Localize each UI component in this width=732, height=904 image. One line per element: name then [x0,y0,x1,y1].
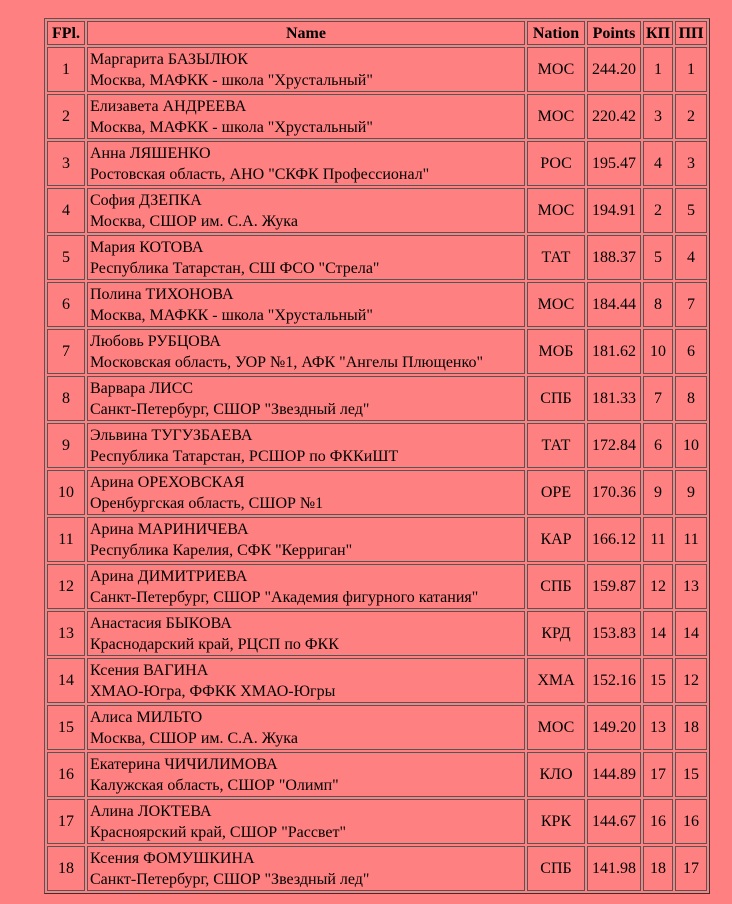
points-cell: 184.44 [587,282,641,327]
skater-cell [87,752,525,797]
header-points: Points [587,21,641,45]
nation-cell: МОС [527,705,585,750]
skater-cell [87,235,525,280]
points-cell: 181.62 [587,329,641,374]
skater-name: Анастасия БЫКОВА [90,614,232,632]
skater-cell [87,141,525,186]
skater-name: Алиса МИЛЬТО [90,708,203,726]
header-row [47,21,707,45]
table-row [47,47,707,92]
short-program-place-cell: 12 [643,564,673,609]
skater-cell [87,329,525,374]
header-short-program: КП [643,21,673,45]
short-program-place-cell: 13 [643,705,673,750]
final-place-cell: 18 [47,846,85,891]
skater-cell [87,94,525,139]
nation-cell: МОБ [527,329,585,374]
final-place-cell: 10 [47,470,85,515]
free-skate-place-cell: 4 [675,235,707,280]
skater-cell [87,282,525,327]
header-name: Name [87,21,525,45]
skater-name: Мария КОТОВА [90,238,204,256]
nation-cell: МОС [527,282,585,327]
skater-cell [87,799,525,844]
final-place-cell: 2 [47,94,85,139]
short-program-place-cell: 11 [643,517,673,562]
table-row [47,188,707,233]
results-body [47,47,707,891]
free-skate-place-cell: 12 [675,658,707,703]
final-place-cell: 5 [47,235,85,280]
skater-name: Арина ДИМИТРИЕВА [90,567,248,585]
table-row [47,705,707,750]
final-place-cell: 1 [47,47,85,92]
free-skate-place-cell: 13 [675,564,707,609]
nation-cell: РОС [527,141,585,186]
short-program-place-cell: 10 [643,329,673,374]
skater-cell [87,470,525,515]
final-place-cell: 6 [47,282,85,327]
short-program-place-cell: 2 [643,188,673,233]
free-skate-place-cell: 10 [675,423,707,468]
table-row [47,141,707,186]
free-skate-place-cell: 15 [675,752,707,797]
free-skate-place-cell: 11 [675,517,707,562]
skater-club: Санкт-Петербург, СШОР "Звездный лед" [90,400,370,418]
skater-club: Московская область, УОР №1, АФК "Ангелы Плющенко" [90,353,483,371]
points-cell: 181.33 [587,376,641,421]
skater-name: Варвара ЛИСС [90,379,194,397]
skater-cell [87,564,525,609]
nation-cell: КАР [527,517,585,562]
skater-name: Арина ОРЕХОВСКАЯ [90,473,245,491]
short-program-place-cell: 1 [643,47,673,92]
points-cell: 144.67 [587,799,641,844]
skater-name: Екатерина ЧИЧИЛИМОВА [90,755,278,773]
table-row [47,94,707,139]
table-row [47,752,707,797]
nation-cell: ТАТ [527,423,585,468]
skater-cell [87,611,525,656]
skater-name: Арина МАРИНИЧЕВА [90,520,249,538]
skater-club: Республика Карелия, СФК "Керриган" [90,541,353,559]
final-place-cell: 17 [47,799,85,844]
skater-name: Ксения ФОМУШКИНА [90,849,255,867]
skater-name: Алина ЛОКТЕВА [90,802,212,820]
table-row [47,235,707,280]
skater-name: Ксения ВАГИНА [90,661,209,679]
points-cell: 244.20 [587,47,641,92]
short-program-place-cell: 18 [643,846,673,891]
table-row [47,658,707,703]
skater-club: Калужская область, СШОР "Олимп" [90,776,339,794]
skater-club: Республика Татарстан, СШ ФСО "Стрела" [90,259,380,277]
points-cell: 172.84 [587,423,641,468]
skater-cell [87,47,525,92]
skater-club: Санкт-Петербург, СШОР "Звездный лед" [90,870,370,888]
table-row [47,376,707,421]
short-program-place-cell: 16 [643,799,673,844]
free-skate-place-cell: 9 [675,470,707,515]
skater-club: Ростовская область, АНО "СКФК Профессионал" [90,165,430,183]
free-skate-place-cell: 3 [675,141,707,186]
table-row [47,564,707,609]
points-cell: 166.12 [587,517,641,562]
skater-name: Эльвина ТУГУЗБАЕВА [90,426,253,444]
free-skate-place-cell: 17 [675,846,707,891]
skater-name: Любовь РУБЦОВА [90,332,221,350]
nation-cell: КРК [527,799,585,844]
final-place-cell: 8 [47,376,85,421]
free-skate-place-cell: 1 [675,47,707,92]
skater-club: Москва, МАФКК - школа "Хрустальный" [90,71,373,89]
skater-club: Республика Татарстан, РСШОР по ФККиШТ [90,447,399,465]
final-place-cell: 9 [47,423,85,468]
table-row [47,470,707,515]
skater-name: Маргарита БАЗЫЛЮК [90,50,248,68]
header-nation: Nation [527,21,585,45]
points-cell: 195.47 [587,141,641,186]
skater-club: Москва, СШОР им. С.А. Жука [90,212,298,230]
skater-name: София ДЗЕПКА [90,191,202,209]
free-skate-place-cell: 18 [675,705,707,750]
nation-cell: СПБ [527,564,585,609]
final-place-cell: 14 [47,658,85,703]
skater-cell [87,517,525,562]
free-skate-place-cell: 2 [675,94,707,139]
points-cell: 144.89 [587,752,641,797]
table-row [47,799,707,844]
table-row [47,611,707,656]
results-table [44,18,710,894]
short-program-place-cell: 8 [643,282,673,327]
free-skate-place-cell: 8 [675,376,707,421]
skater-cell [87,376,525,421]
skater-name: Полина ТИХОНОВА [90,285,234,303]
short-program-place-cell: 6 [643,423,673,468]
final-place-cell: 4 [47,188,85,233]
header-final-place: FPl. [47,21,85,45]
points-cell: 220.42 [587,94,641,139]
final-place-cell: 15 [47,705,85,750]
points-cell: 194.91 [587,188,641,233]
skater-name: Елизавета АНДРЕЕВА [90,97,247,115]
nation-cell: МОС [527,94,585,139]
final-place-cell: 13 [47,611,85,656]
table-row [47,846,707,891]
skater-club: Оренбургская область, СШОР №1 [90,494,324,512]
header-free-skate: ПП [675,21,707,45]
skater-club: Красноярский край, СШОР "Рассвет" [90,823,347,841]
points-cell: 141.98 [587,846,641,891]
final-place-cell: 7 [47,329,85,374]
short-program-place-cell: 9 [643,470,673,515]
nation-cell: МОС [527,47,585,92]
points-cell: 188.37 [587,235,641,280]
free-skate-place-cell: 16 [675,799,707,844]
skater-club: Москва, МАФКК - школа "Хрустальный" [90,306,373,324]
nation-cell: СПБ [527,376,585,421]
short-program-place-cell: 4 [643,141,673,186]
skater-name: Анна ЛЯШЕНКО [90,144,211,162]
short-program-place-cell: 3 [643,94,673,139]
skater-club: ХМАО-Югра, ФФКК ХМАО-Югры [90,682,336,700]
nation-cell: ХМА [527,658,585,703]
nation-cell: КЛО [527,752,585,797]
nation-cell: ОРЕ [527,470,585,515]
points-cell: 152.16 [587,658,641,703]
results-container [44,18,710,894]
free-skate-place-cell: 7 [675,282,707,327]
final-place-cell: 12 [47,564,85,609]
free-skate-place-cell: 14 [675,611,707,656]
skater-club: Санкт-Петербург, СШОР "Академия фигурного катания" [90,588,479,606]
table-row [47,329,707,374]
final-place-cell: 16 [47,752,85,797]
table-row [47,282,707,327]
points-cell: 153.83 [587,611,641,656]
skater-cell [87,846,525,891]
short-program-place-cell: 7 [643,376,673,421]
short-program-place-cell: 17 [643,752,673,797]
nation-cell: МОС [527,188,585,233]
skater-club: Москва, СШОР им. С.А. Жука [90,729,298,747]
table-row [47,423,707,468]
nation-cell: СПБ [527,846,585,891]
points-cell: 170.36 [587,470,641,515]
nation-cell: ТАТ [527,235,585,280]
points-cell: 159.87 [587,564,641,609]
skater-cell [87,423,525,468]
skater-club: Москва, МАФКК - школа "Хрустальный" [90,118,373,136]
short-program-place-cell: 14 [643,611,673,656]
table-row [47,517,707,562]
final-place-cell: 3 [47,141,85,186]
nation-cell: КРД [527,611,585,656]
skater-cell [87,658,525,703]
points-cell: 149.20 [587,705,641,750]
skater-club: Краснодарский край, РЦСП по ФКК [90,635,339,653]
skater-cell [87,705,525,750]
short-program-place-cell: 15 [643,658,673,703]
final-place-cell: 11 [47,517,85,562]
free-skate-place-cell: 6 [675,329,707,374]
skater-cell [87,188,525,233]
free-skate-place-cell: 5 [675,188,707,233]
short-program-place-cell: 5 [643,235,673,280]
